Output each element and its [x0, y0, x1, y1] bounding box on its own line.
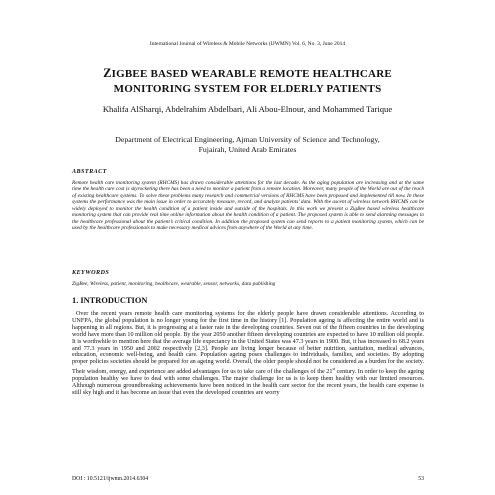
- keywords-heading: KEYWORDS: [72, 269, 110, 276]
- doi-label: DOI : 10.5121/ijwmn.2014.6304: [72, 476, 149, 482]
- journal-header: International Journal of Wireless & Mobile Networks (IJWMN) Vol. 6, No. 3, June 2014: [149, 41, 346, 47]
- page-number: 53: [418, 476, 424, 482]
- affiliation-line-2: Fujairah, United Arab Emirates: [198, 144, 297, 154]
- paper-title: [40, 66, 455, 97]
- introduction-heading: 1. INTRODUCTION: [72, 296, 148, 305]
- paper-title-line-1: [40, 66, 455, 82]
- paper-title-line-1-rest: IGBEE BASED WEARABLE REMOTE HEALTHCARE: [111, 68, 392, 80]
- abstract-heading: ABSTRACT: [72, 168, 107, 175]
- introduction-text-part-2: century. In order to keep the ageing population healthy we have to deal with some challenges. The major challenge for us is to keep them healthy with our limited resources. Although numerous groundbreaking achievements have been noticed in the health care sector for the recent years, the health care expense is still sky high and it has become an issue that even the developed countries are worry: [72, 369, 425, 397]
- affiliation-line-1: Department of Electrical Engineering, Ajman University of Science and Technology,: [115, 135, 380, 144]
- introduction-text-part-1: Over the recent years remote health care monitoring systems for the elderly people have drawn considerable attentions. According to UNFPA, the global population is no longer young for the first time in the history [1]. Population ageing is affecting the entire world and is happening in all regions. But, it is progressing at a faster rate in the developing countries. Seven out of the fifteen countries in the developing world have more than 10 million old people. By the year 2050 another fifteen developing countries are expected to have 10 million old people. It is worthwhile to mention here that the average life expectancy in the United States was 47.3 years in 1900. But, it has increased to 68.2 years and 77.3 years in 1950 and 2002 respectively [2,3]. People are living longer because of better nutrition, sanitation, medical advances, education, economic well-being, and health care. Population ageing poses challenges to individuals, families, and societies. By adopting proper policies societies should be prepared for an ageing world. Overall, the older people should not be considered as a burden for the society. Their wisdom, energy, and experience are added advantages for us to take care of the challenges of the 21: [72, 311, 424, 376]
- century-superscript: st: [332, 366, 336, 372]
- introduction-text: [72, 311, 424, 397]
- paper-title-initial: Z: [103, 66, 112, 80]
- abstract-text: Remote health care monitoring system (RHCMS) has drawn considerable attentions for the last decade. As the aging population are increasing and at the same time the health care cost is skyrocketing there has been a need to monitor a patient from a remote location. Moreover, many people of the World are out of the reach of existing healthcare systems. To solve these problems many research and commercial versions of RHCMS have been proposed and implemented till now. In these systems the performance was the main issue in order to accurately measure, record, and analyze patients’ data. With the ascent of wireless network RHCMS can be widely deployed to monitor the health condition of a patient inside and outside of the hospitals. In this work we present a ZigBee based wireless healthcare monitoring system that can provide real time online information about the health condition of a patient. The proposed system is able to send alarming messages to the healthcare professional about the patient’s critical condition. In addition the proposed system can send reports to a patient monitoring system, which can be used by the healthcare professionals to make necessary medical advices from anywhere of the World at any time.: [72, 180, 424, 232]
- introduction-paragraph: [72, 311, 424, 397]
- keywords-text: ZigBee, Wireless, patient, monitoring, healthcare, wearable, sensor, networks, data publishing: [72, 281, 276, 287]
- author-list: Khalifa AlSharqi, Abdelrahim Abdelbari, Ali Abou-Elnour, and Mohammed Tarique: [102, 104, 393, 114]
- affiliation: [60, 135, 435, 154]
- paper-title-line-2: MONITORING SYSTEM FOR ELDERLY PATIENTS: [113, 83, 382, 95]
